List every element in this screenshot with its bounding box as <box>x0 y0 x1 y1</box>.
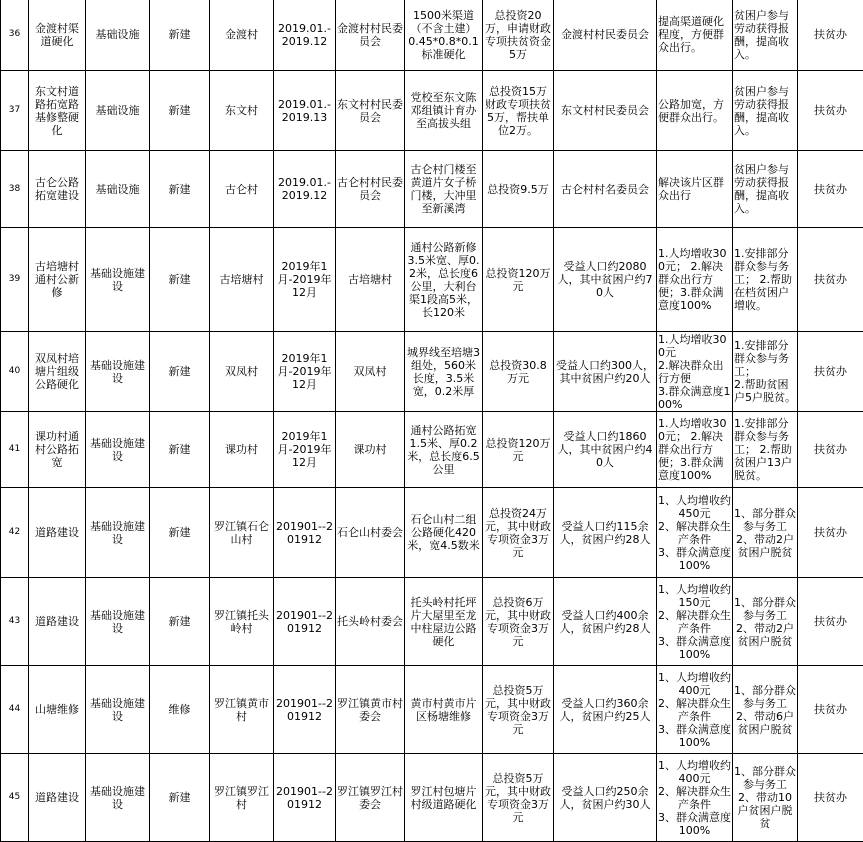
project-type: 基础设施建设 <box>86 228 150 332</box>
project-location: 双凤村 <box>210 332 274 412</box>
table-row <box>1 578 863 666</box>
project-location: 古仑村 <box>210 151 274 228</box>
performance-goal: 1、人均增收约450元 2、解决群众生产条件 3、群众满意度100% <box>657 488 733 578</box>
construction-nature: 新建 <box>150 412 210 488</box>
row-number: 44 <box>1 666 29 754</box>
project-content: 古仑村门楼至黄道片女子桥门楼，大冲里至新溪湾 <box>405 151 483 228</box>
performance-goal: 1.人均增收300元； 2.解决群众出行方便；3.群众满意度100% <box>657 228 733 332</box>
row-number: 42 <box>1 488 29 578</box>
project-location: 东文村 <box>210 71 274 151</box>
funding: 总投资6万元，其中财政专项资金3万元 <box>483 578 554 666</box>
project-period: 2019年1月-2019年12月 <box>274 332 336 412</box>
benefit-mechanism: 1、部分群众参与务工 2、带动6户贫困户脱贫 <box>733 666 798 754</box>
project-type: 基础设施 <box>86 71 150 151</box>
project-name: 古培塘村通村公新修 <box>29 228 86 332</box>
responsible-unit: 双凤村 <box>336 332 405 412</box>
project-name: 课功村通村公路拓宽 <box>29 412 86 488</box>
performance-goal: 解决该片区群众出行 <box>657 151 733 228</box>
row-number: 38 <box>1 151 29 228</box>
benefit-mechanism: 贫困户参与劳动获得报酬，提高收入。 <box>733 71 798 151</box>
benefit-mechanism: 1.安排部分群众参与务工； 2.帮助贫困户13户脱贫。 <box>733 412 798 488</box>
project-location: 罗江镇石仑山村 <box>210 488 274 578</box>
construction-nature: 新建 <box>150 151 210 228</box>
project-location: 罗江镇托头岭村 <box>210 578 274 666</box>
beneficiary: 受益人口约2080人，其中贫困户约70人 <box>554 228 657 332</box>
beneficiary: 受益人口约115余人，贫困户约28人 <box>554 488 657 578</box>
table-row <box>1 412 863 488</box>
construction-nature: 新建 <box>150 332 210 412</box>
project-location: 罗江镇黄市村 <box>210 666 274 754</box>
funding: 总投资5万元，其中财政专项资金3万元 <box>483 666 554 754</box>
project-period: 2019年1月-2019年12月 <box>274 412 336 488</box>
responsible-unit: 金渡村村民委员会 <box>336 0 405 71</box>
construction-nature: 新建 <box>150 578 210 666</box>
row-number: 43 <box>1 578 29 666</box>
project-type: 基础设施建设 <box>86 666 150 754</box>
project-type: 基础设施建设 <box>86 578 150 666</box>
project-name: 金渡村渠道硬化 <box>29 0 86 71</box>
beneficiary: 受益人口约360余人，贫困户约25人 <box>554 666 657 754</box>
construction-nature: 新建 <box>150 488 210 578</box>
project-content: 通村公路拓宽1.5米、厚0.2米，总长度6.5公里 <box>405 412 483 488</box>
table-row <box>1 228 863 332</box>
project-name: 东文村道路拓宽路基修整硬化 <box>29 71 86 151</box>
construction-nature: 维修 <box>150 666 210 754</box>
construction-nature: 新建 <box>150 0 210 71</box>
funding: 总投资5万元，其中财政专项资金3万元 <box>483 754 554 842</box>
beneficiary: 受益人口约400余人，贫困户约28人 <box>554 578 657 666</box>
project-type: 基础设施 <box>86 151 150 228</box>
project-type: 基础设施建设 <box>86 412 150 488</box>
responsible-unit: 罗江镇罗江村委会 <box>336 754 405 842</box>
project-name: 山塘维修 <box>29 666 86 754</box>
responsible-unit: 课功村 <box>336 412 405 488</box>
benefit-mechanism: 贫困户参与劳动获得报酬，提高收入。 <box>733 0 798 71</box>
project-type: 基础设施建设 <box>86 488 150 578</box>
funding: 总投资120万元 <box>483 412 554 488</box>
project-type: 基础设施建设 <box>86 332 150 412</box>
construction-nature: 新建 <box>150 754 210 842</box>
responsible-unit: 托头岭村委会 <box>336 578 405 666</box>
project-period: 2019.01.-2019.12 <box>274 0 336 71</box>
department: 扶贫办 <box>798 0 863 71</box>
performance-goal: 1、人均增收约400元 2、解决群众生产条件 3、群众满意度100% <box>657 754 733 842</box>
funding: 总投资20万，申请财政专项扶贫资金5万 <box>483 0 554 71</box>
funding: 总投资9.5万 <box>483 151 554 228</box>
project-content: 通村公路新修3.5米宽、厚0.2米，总长度6公里，大利台渠1段高5米，长120米 <box>405 228 483 332</box>
construction-nature: 新建 <box>150 228 210 332</box>
responsible-unit: 古培塘村 <box>336 228 405 332</box>
responsible-unit: 东文村村民委员会 <box>336 71 405 151</box>
table-row <box>1 332 863 412</box>
performance-goal: 1.人均增收300元 2.解决群众出行方便 3.群众满意度100% <box>657 332 733 412</box>
beneficiary: 受益人口约1860人，其中贫困户约40人 <box>554 412 657 488</box>
project-name: 道路建设 <box>29 578 86 666</box>
row-number: 40 <box>1 332 29 412</box>
project-content: 黄市村黄市片区杨塘维修 <box>405 666 483 754</box>
funding: 总投资30.8万元 <box>483 332 554 412</box>
project-name: 道路建设 <box>29 754 86 842</box>
row-number: 41 <box>1 412 29 488</box>
project-period: 201901--201912 <box>274 578 336 666</box>
benefit-mechanism: 1.安排部分群众参与务工； 2.帮助在档贫困户增收。 <box>733 228 798 332</box>
department: 扶贫办 <box>798 151 863 228</box>
department: 扶贫办 <box>798 578 863 666</box>
department: 扶贫办 <box>798 332 863 412</box>
performance-goal: 1、人均增收约400元 2、解决群众生产条件 3、群众满意度100% <box>657 666 733 754</box>
benefit-mechanism: 1、部分群众参与务工 2、带动10户贫困户脱贫 <box>733 754 798 842</box>
table-row <box>1 666 863 754</box>
beneficiary: 受益人口约300人，其中贫困户约20人 <box>554 332 657 412</box>
project-location: 古培塘村 <box>210 228 274 332</box>
beneficiary: 东文村村民委员会 <box>554 71 657 151</box>
funding: 总投资15万财政专项扶贫5万，帮扶单位2万。 <box>483 71 554 151</box>
project-period: 2019.01.-2019.13 <box>274 71 336 151</box>
responsible-unit: 石仑山村委会 <box>336 488 405 578</box>
table-row <box>1 151 863 228</box>
responsible-unit: 罗江镇黄市村委会 <box>336 666 405 754</box>
department: 扶贫办 <box>798 666 863 754</box>
project-type: 基础设施 <box>86 0 150 71</box>
row-number: 45 <box>1 754 29 842</box>
project-content: 罗江村包塘片村级道路硬化 <box>405 754 483 842</box>
project-content: 城界线至培塘3组处，560米长度，3.5米宽，0.2米厚 <box>405 332 483 412</box>
funding: 总投资120万元 <box>483 228 554 332</box>
project-location: 课功村 <box>210 412 274 488</box>
performance-goal: 提高渠道硬化程度，方便群众出行。 <box>657 0 733 71</box>
department: 扶贫办 <box>798 488 863 578</box>
project-period: 201901--201912 <box>274 488 336 578</box>
benefit-mechanism: 1、部分群众参与务工 2、带动2户贫困户脱贫 <box>733 578 798 666</box>
project-content: 党校至东文陈邓组镇计育办至高拔头组 <box>405 71 483 151</box>
project-name: 古仑公路拓宽建设 <box>29 151 86 228</box>
performance-goal: 1、人均增收约150元 2、解决群众生产条件 3、群众满意度100% <box>657 578 733 666</box>
table-row <box>1 0 863 71</box>
table-row <box>1 488 863 578</box>
department: 扶贫办 <box>798 754 863 842</box>
performance-goal: 1.人均增收300元； 2.解决群众出行方便；3.群众满意度100% <box>657 412 733 488</box>
project-name: 道路建设 <box>29 488 86 578</box>
department: 扶贫办 <box>798 412 863 488</box>
project-period: 201901--201912 <box>274 666 336 754</box>
table-row <box>1 754 863 842</box>
project-content: 托头岭村托坪片大屋里至龙中柱屋边公路硬化 <box>405 578 483 666</box>
department: 扶贫办 <box>798 71 863 151</box>
performance-goal: 公路加宽，方便群众出行。 <box>657 71 733 151</box>
funding: 总投资24万元，其中财政专项资金3万元 <box>483 488 554 578</box>
project-content: 石仑山村二组公路硬化420米，宽4.5数米 <box>405 488 483 578</box>
row-number: 39 <box>1 228 29 332</box>
project-period: 201901--201912 <box>274 754 336 842</box>
responsible-unit: 古仑村村民委员会 <box>336 151 405 228</box>
table-row <box>1 71 863 151</box>
construction-nature: 新建 <box>150 71 210 151</box>
project-location: 罗江镇罗江村 <box>210 754 274 842</box>
beneficiary: 古仑村村名委员会 <box>554 151 657 228</box>
beneficiary: 金渡村村民委员会 <box>554 0 657 71</box>
benefit-mechanism: 1、部分群众参与务工 2、带动2户贫困户脱贫 <box>733 488 798 578</box>
row-number: 37 <box>1 71 29 151</box>
project-period: 2019.01.-2019.12 <box>274 151 336 228</box>
benefit-mechanism: 贫困户参与劳动获得报酬，提高收入。 <box>733 151 798 228</box>
row-number: 36 <box>1 0 29 71</box>
project-content: 1500米渠道（不含土建）0.45*0.8*0.1标准硬化 <box>405 0 483 71</box>
department: 扶贫办 <box>798 228 863 332</box>
project-type: 基础设施建设 <box>86 754 150 842</box>
project-period: 2019年1月-2019年12月 <box>274 228 336 332</box>
project-location: 金渡村 <box>210 0 274 71</box>
beneficiary: 受益人口约250余人，贫困户约30人 <box>554 754 657 842</box>
project-name: 双凤村培塘片组级公路硬化 <box>29 332 86 412</box>
benefit-mechanism: 1.安排部分群众参与务工； 2.帮助贫困户5户脱贫。 <box>733 332 798 412</box>
